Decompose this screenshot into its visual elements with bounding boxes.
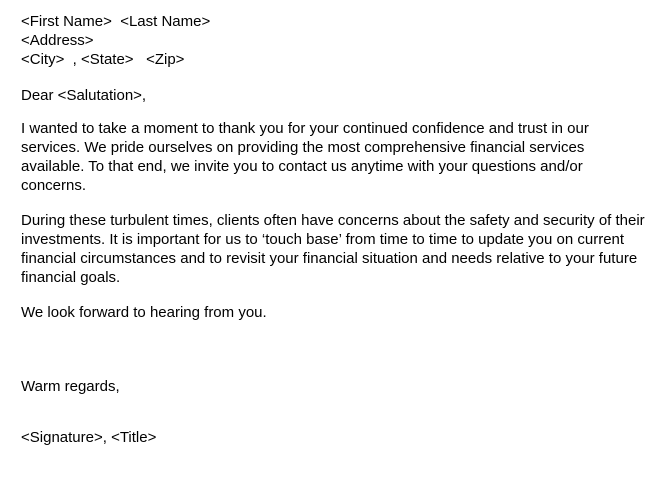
body-paragraph-thanks: I wanted to take a moment to thank you for your continued confidence and trust in our services. We pride ourselves on providing the most comprehensive financial services available. To that end, we invite you to contact us anytime with your questions and/or concerns. bbox=[21, 120, 589, 194]
body-paragraph-turbulent-times: During these turbulent times, clients often have concerns about the safety and security of their investments. It is important for us to ‘touch base’ from time to time to update you on current financial circumstances and to revisit your financial situation and needs relative to your future financial goals. bbox=[21, 212, 645, 286]
closing: Warm regards, bbox=[21, 378, 120, 395]
letter-document bbox=[21, 12, 651, 447]
recipient-name: <First Name> <Last Name> bbox=[21, 13, 211, 30]
recipient-address-block bbox=[21, 12, 651, 69]
signature-line: <Signature>, <Title> bbox=[21, 429, 157, 446]
recipient-city-state-zip: <City> , <State> <Zip> bbox=[21, 51, 185, 68]
recipient-address: <Address> bbox=[21, 32, 94, 49]
salutation: Dear <Salutation>, bbox=[21, 87, 147, 104]
body-paragraph-closing-remark: We look forward to hearing from you. bbox=[21, 304, 267, 321]
